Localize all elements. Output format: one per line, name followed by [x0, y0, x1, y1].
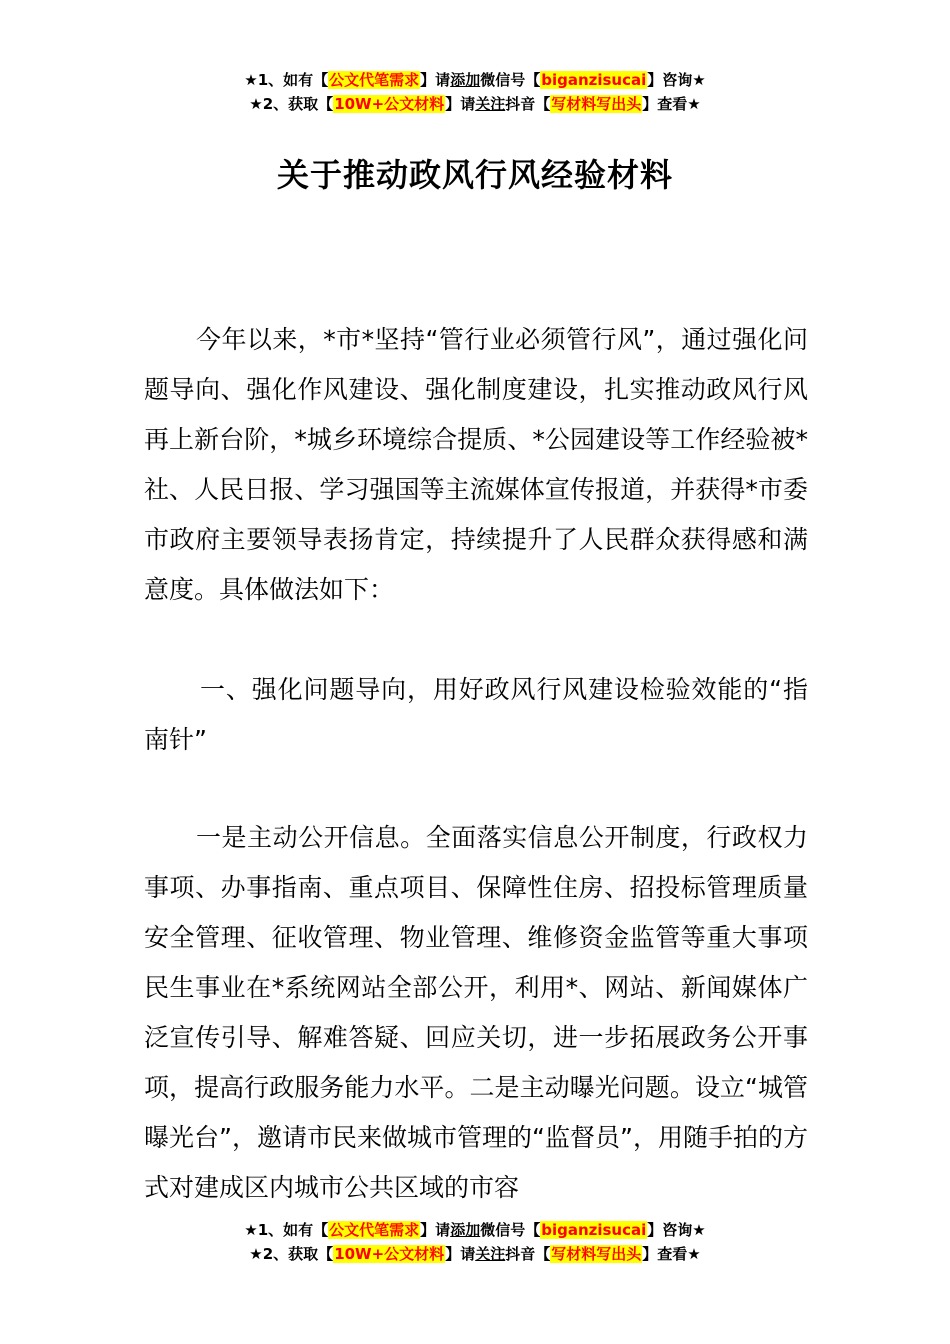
- section-1-heading: 一、强化问题导向，用好政风行风建设检验效能的“指南针”: [144, 675, 808, 754]
- banner-line-1: ★1、如有【公文代笔需求】请添加微信号【biganzisucai】咨询★: [244, 1221, 706, 1239]
- banner-line-2: ★2、获取【10W+公文材料】请关注抖音【写材料写出头】查看★: [249, 95, 701, 113]
- banner-highlight: 10W+公文材料: [334, 1245, 445, 1263]
- header-banner: [0, 68, 950, 116]
- banner-highlight: 公文代笔需求: [329, 1221, 420, 1239]
- banner-highlight: biganzisucai: [541, 1221, 647, 1239]
- banner-line-2: ★2、获取【10W+公文材料】请关注抖音【写材料写出头】查看★: [249, 1245, 701, 1263]
- banner-highlight: 写材料写出头: [551, 95, 642, 113]
- footer-banner: [0, 1218, 950, 1266]
- section-1-body: 一是主动公开信息。全面落实信息公开制度，行政权力事项、办事指南、重点项目、保障性住房、招投标管理质量安全管理、征收管理、物业管理、维修资金监管等重大事项民生事业在*系统网站全部公开，利用*、网站、新闻媒体广泛宣传引导、解难答疑、回应关切，进一步拓展政务公开事项，提高行政服务能力水平。二是主动曝光问题。设立“城管曝光台”，邀请市民来做城市管理的“监督员”，用随手拍的方式对建成区内城市公共区域的市容: [144, 823, 808, 1202]
- document-title: 关于推动政风行风经验材料: [276, 156, 673, 194]
- banner-highlight: 写材料写出头: [551, 1245, 642, 1263]
- banner-line-1: ★1、如有【公文代笔需求】请添加微信号【biganzisucai】咨询★: [244, 71, 706, 89]
- banner-highlight: biganzisucai: [541, 71, 647, 89]
- intro-paragraph: 今年以来，*市*坚持“管行业必须管行风”，通过强化问题导向、强化作风建设、强化制度建设，扎实推动政风行风再上新台阶，*城乡环境综合提质、*公园建设等工作经验被*社、人民日报、学习强国等主流媒体宣传报道，并获得*市委市政府主要领导表扬肯定，持续提升了人民群众获得感和满意度。具体做法如下：: [144, 325, 808, 604]
- banner-highlight: 公文代笔需求: [329, 71, 420, 89]
- banner-highlight: 10W+公文材料: [334, 95, 445, 113]
